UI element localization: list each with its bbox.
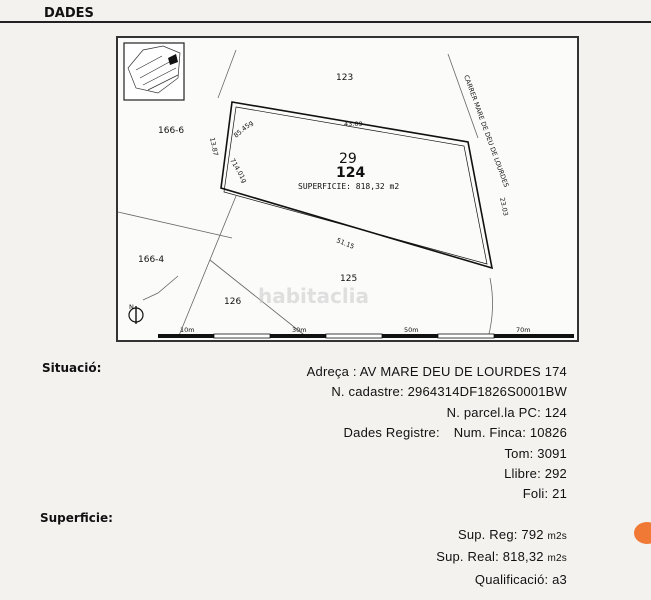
- parcel-number: N. parcel.la PC: 124: [446, 404, 567, 420]
- neighbor-west-upper: 166-6: [158, 126, 185, 136]
- sup-reg-line: [436, 525, 567, 547]
- orange-marker: [634, 522, 651, 544]
- address: Adreça : AV MARE DEU DE LOURDES 174: [306, 364, 567, 379]
- north-arrow-icon: [129, 303, 143, 324]
- watermark: habitaclia: [258, 284, 370, 308]
- sup-real-line: [436, 547, 567, 569]
- scale-label-50m: 50m: [404, 326, 419, 334]
- cadastre-number: N. cadastre: 2964314DF1826S0001BW: [331, 384, 567, 400]
- north-label: N: [129, 303, 134, 311]
- sup-reg-value: 792: [521, 527, 544, 542]
- neighbor-north: 123: [336, 73, 354, 83]
- neighbor-west-lower: 166-4: [138, 255, 165, 265]
- sup-reg-label: Sup. Reg:: [457, 527, 518, 542]
- situacio-details: [307, 362, 567, 505]
- dim-left: 13.87: [208, 136, 220, 157]
- neighbor-southwest: 126: [224, 297, 242, 307]
- sup-real-unit: m2s: [547, 553, 567, 565]
- dim-diag-upper: 85.45g: [232, 118, 255, 140]
- dim-right: 23.03: [498, 196, 510, 217]
- lot-parcel: 124: [336, 165, 366, 181]
- key-map: [124, 43, 184, 100]
- foli-number: Foli: 21: [522, 486, 567, 502]
- situacio-label: Situació:: [42, 361, 102, 375]
- qualificacio: Qualificació: a3: [474, 571, 567, 587]
- registry-line: [307, 423, 567, 443]
- sup-real-value: 818,32: [502, 549, 544, 565]
- dim-bottom: 51.15: [335, 236, 356, 251]
- scale-label-70m: 70m: [516, 326, 531, 334]
- lot-surface: SUPERFICIE: 818,32 m2: [298, 182, 400, 191]
- llibre-number: Llibre: 292: [504, 466, 567, 482]
- section-title: DADES: [44, 6, 94, 21]
- dim-top: 43.09: [344, 120, 363, 128]
- superficie-details: [436, 525, 567, 590]
- finca-number: Num. Finca: 10826: [453, 425, 567, 441]
- dim-diag-lower: 714.01g: [228, 157, 249, 185]
- tom-number: Tom: 3091: [504, 445, 567, 461]
- sup-real-label: Sup. Real:: [436, 549, 499, 565]
- street-label: CARRER MARE DE DEU DE LOURDES: [462, 73, 511, 189]
- scale-label-10m: 10m: [180, 326, 195, 334]
- registry-label: Dades Registre:: [343, 425, 440, 441]
- scale-label-30m: 30m: [292, 326, 307, 334]
- lot-number: 29: [339, 151, 357, 167]
- scale-bar: [158, 326, 574, 338]
- sup-reg-unit: m2s: [547, 531, 567, 542]
- superficie-label: Superficie:: [40, 511, 113, 525]
- title-divider: [0, 21, 651, 23]
- neighbor-south: 125: [340, 274, 358, 284]
